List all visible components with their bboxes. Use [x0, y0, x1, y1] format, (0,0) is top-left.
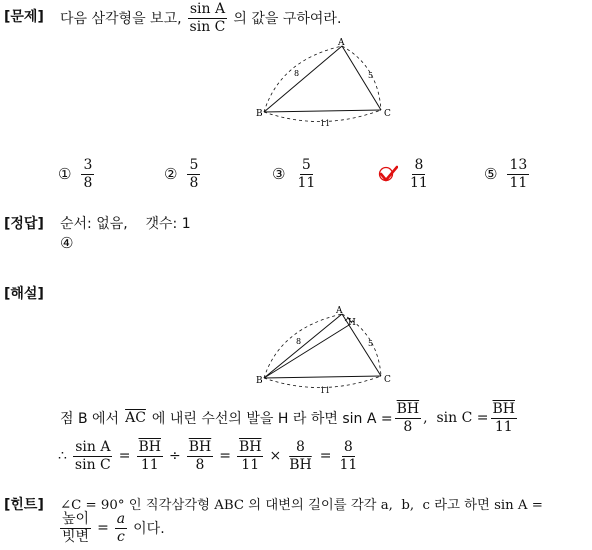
frac-num: $\overline{BH}$: [492, 401, 515, 417]
check-mark-icon: [378, 165, 398, 183]
problem-outro: 의 값을 구하여라.: [233, 11, 342, 28]
frac-num: a: [116, 511, 126, 527]
hint-text: ∠C = 90° 인 직각삼각형 ABC 의 대변의 길이를 각각 a, b, c 라고 하면 sin A =: [60, 498, 543, 513]
solution-text: , sin C =: [423, 410, 489, 427]
solution-text: 에 내린 수선의 발을 H 라 하면 sin A =: [151, 411, 393, 428]
triangle-figure: [250, 36, 410, 132]
side-AC-length: 5: [368, 71, 374, 80]
problem-intro: 다음 삼각형을 보고,: [60, 11, 182, 28]
solution-label: [해설]: [4, 286, 44, 302]
frac-BH-8: [187, 440, 214, 472]
frac-num: 8: [295, 439, 305, 455]
frac-num: 8: [343, 439, 353, 455]
frac-den: c: [117, 528, 125, 545]
vertex-B: B: [256, 376, 263, 386]
frac-num: 5: [189, 157, 199, 173]
choices: [58, 158, 578, 196]
frac-a-c: [115, 512, 127, 544]
vertex-H: H: [348, 318, 356, 328]
side-AB-length: 8: [294, 69, 300, 78]
vertex-B: B: [256, 109, 263, 119]
frac-BH-11: [237, 440, 264, 472]
frac-den: 빗변: [62, 528, 90, 545]
hint-formula: [58, 512, 165, 544]
choice-fraction: [408, 158, 430, 190]
vertex-A: A: [338, 38, 345, 48]
choice-mark: ①: [58, 165, 72, 184]
frac-num: 높이: [62, 511, 90, 527]
vertex-C: C: [384, 375, 391, 385]
frac-num: $\overline{BH}$: [238, 439, 262, 455]
frac-den: BH: [289, 456, 312, 473]
equals: =: [319, 448, 332, 465]
frac-den: 8: [189, 174, 199, 191]
frac-den: 11: [494, 418, 513, 435]
equals: =: [97, 520, 109, 537]
choice-2[interactable]: [164, 158, 202, 190]
answer-line: 순서: 없음, 갯수: 1: [60, 216, 191, 232]
frac-num: sin A: [75, 439, 111, 455]
frac-den: 8: [195, 456, 205, 473]
frac-num: $\overline{BH}$: [396, 401, 420, 417]
choice-1[interactable]: [58, 158, 96, 190]
frac-sinA-sinC: [73, 440, 113, 472]
frac-den: 11: [140, 456, 159, 473]
equals: =: [118, 448, 131, 465]
frac-BH-11: [491, 402, 518, 434]
vertex-A: A: [336, 306, 343, 316]
answer-mark: ④: [60, 234, 74, 252]
frac-num: 5: [301, 157, 311, 173]
side-BC-length: 11: [320, 119, 331, 128]
frac-BH-11: [137, 440, 164, 472]
frac-den: 11: [297, 174, 316, 191]
choice-fraction: [81, 158, 94, 190]
choice-fraction: [295, 158, 317, 190]
solution-line-2: [58, 440, 361, 472]
sinA-over-sinC: [188, 2, 228, 34]
side-AC-length: 5: [368, 339, 374, 348]
side-BC-length: 11: [320, 386, 331, 395]
frac-num: 8: [414, 157, 424, 173]
divide-sign: ÷: [169, 448, 181, 465]
frac-den: 11: [339, 456, 358, 473]
frac-8-BH: [287, 440, 314, 472]
problem-statement: [60, 2, 341, 34]
frac-den: 8: [403, 418, 413, 435]
frac-den: sin C: [74, 456, 111, 473]
frac-BH-8: [395, 402, 422, 434]
frac-num: 13: [509, 157, 528, 173]
choice-fraction: [507, 158, 529, 190]
frac-num: $\overline{BH}$: [188, 439, 212, 455]
equals: =: [219, 448, 231, 465]
choice-4[interactable]: [378, 158, 432, 190]
choice-mark: ⑤: [484, 165, 498, 184]
problem-label: [문제]: [4, 9, 44, 25]
hint-label: [힌트]: [4, 497, 44, 513]
times-sign: ×: [269, 448, 282, 465]
frac-den: 11: [509, 174, 528, 191]
frac-num: 3: [83, 157, 93, 173]
choice-3[interactable]: [272, 158, 319, 190]
segment-AC: $\overline{AC}$: [125, 410, 146, 427]
hint-ending: 이다.: [133, 521, 165, 538]
side-AB-length: 8: [296, 337, 302, 346]
frac-den: sin C: [189, 18, 226, 35]
choice-mark: ②: [164, 165, 178, 184]
frac-den: 11: [241, 456, 260, 473]
frac-num: $\overline{BH}$: [138, 439, 161, 455]
choice-mark: ③: [272, 165, 286, 184]
choice-fraction: [187, 158, 200, 190]
vertex-C: C: [384, 109, 391, 119]
frac-num: sin A: [189, 1, 226, 17]
solution-line-1: [60, 402, 519, 434]
triangle-with-altitude-figure: [250, 306, 410, 398]
frac-height-hypotenuse: [60, 512, 91, 544]
solution-text: 점 B 에서: [60, 411, 120, 428]
frac-8-11: [337, 440, 359, 472]
therefore-symbol: ∴: [58, 448, 67, 465]
answer-label: [정답]: [4, 216, 44, 232]
frac-den: 8: [83, 174, 93, 191]
frac-den: 11: [410, 174, 428, 191]
choice-5[interactable]: [484, 158, 531, 190]
